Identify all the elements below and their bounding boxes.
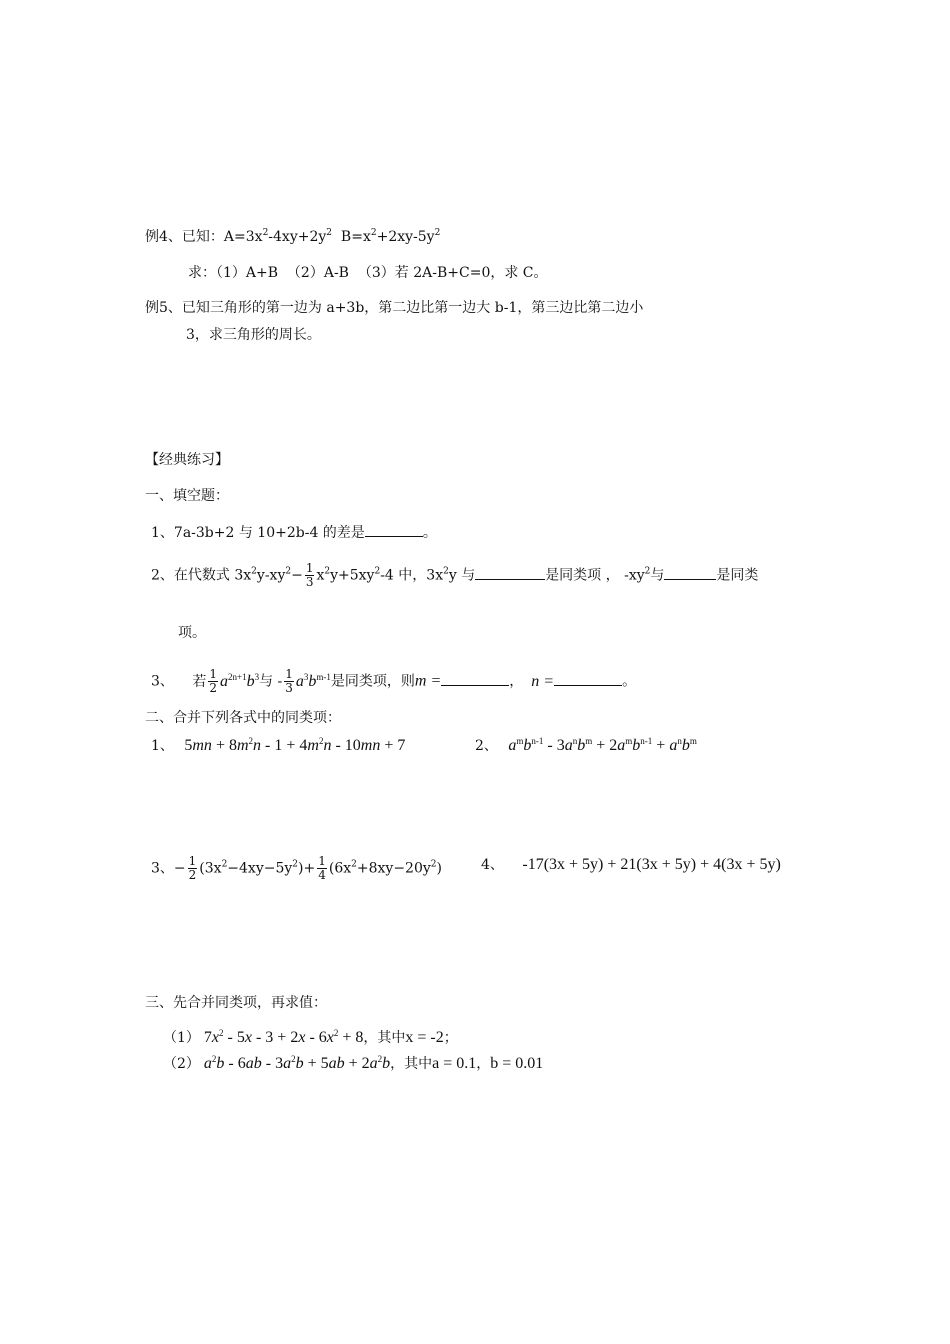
exp: 2: [333, 1028, 339, 1038]
p3-text: −4xy−5y: [227, 860, 293, 877]
exp: 2: [291, 1054, 296, 1064]
ex4-sup: 2: [326, 228, 333, 238]
frac-den: 2: [209, 681, 218, 695]
p3-text: −: [173, 860, 186, 877]
ex4-text-b: -4xy+2y: [268, 229, 327, 245]
q2-text-cont: 项。: [178, 625, 206, 641]
e1-text: ；: [443, 1030, 458, 1046]
exp: 3: [303, 671, 309, 682]
answer-blank: [554, 671, 622, 686]
q2-text: y-xy: [256, 567, 286, 584]
exp: 2: [219, 1028, 224, 1038]
p1-expression: $5mn + 8m^2n - 1 + 4m^2n - 10mn + 7$: [184, 736, 406, 754]
q2-text: -4 中，3x: [380, 567, 444, 584]
exp: n: [677, 736, 682, 746]
eval-2: [163, 1054, 543, 1074]
p2-number: 2、: [475, 738, 498, 754]
frac-num: 1: [318, 854, 326, 868]
q2-sup: 2: [644, 566, 651, 577]
exp: 2: [377, 1054, 383, 1064]
fraction-one-quarter: [317, 855, 327, 882]
practice-heading: [145, 450, 229, 470]
q2-sup: 2: [324, 566, 331, 577]
p3-text: (3x: [199, 860, 222, 877]
exp: 2: [292, 859, 299, 870]
e1-text: ，其中: [363, 1030, 406, 1046]
e1-number: （1）: [163, 1030, 200, 1046]
p3-text: (6x: [328, 860, 352, 877]
q3-text: 。: [622, 673, 637, 690]
exp: m: [585, 736, 593, 746]
answer-blank: [664, 565, 716, 580]
q2-text: 是同类: [716, 567, 759, 584]
ex5-text: 例5、已知三角形的第一边为 a+3b，第二边比第一边大 b-1，第三边比第二边小: [145, 300, 644, 316]
frac-num: 1: [285, 667, 293, 681]
p4-number: 4、: [481, 857, 504, 873]
exp: n-1: [531, 736, 544, 746]
q2-text: y 与: [448, 567, 476, 584]
frac-num: 1: [305, 561, 314, 575]
eval-1: [163, 1028, 458, 1048]
e2-condition-b: b = 0.01: [490, 1055, 544, 1072]
q3-term-2: $a^3b^{m-1}$: [295, 671, 331, 690]
e2-expression: $a^2b - 6ab - 3a^2b + 5ab + 2a^2b$: [203, 1054, 391, 1072]
problem-2-4: [481, 855, 781, 875]
ex4-sup: 2: [370, 228, 377, 238]
frac-den: 4: [318, 868, 326, 882]
example-5-line-2: [186, 325, 321, 345]
heading-text: 【经典练习】: [145, 452, 229, 468]
exp: 2: [221, 859, 228, 870]
section-1-text: 一、填空题：: [145, 488, 229, 504]
exp: 2: [351, 859, 357, 870]
ex4-question: 求：（1）A+B （2）A-B （3）若 2A-B+C=0，求 C。: [188, 265, 548, 281]
q3-n-label: n =: [531, 672, 555, 690]
e2-condition-a: a = 0.1: [432, 1055, 477, 1072]
question-2-line-2: [178, 623, 206, 643]
answer-blank: [365, 522, 423, 537]
example-4-line-2: [188, 263, 548, 283]
exp: 2: [248, 736, 254, 746]
ex5-text-cont: 3，求三角形的周长。: [186, 327, 321, 343]
q1-text: 1、7a-3b+2 与 10+2b-4 的差是: [151, 525, 365, 541]
fraction-one-half: [188, 855, 198, 882]
ex4-text-d: +2xy-5y: [376, 229, 435, 245]
q3-number: 3、: [151, 673, 174, 690]
p4-expression: -17(3x + 5y) + 21(3x + 5y) + 4(3x + 5y): [522, 856, 781, 873]
exp: m: [516, 736, 524, 746]
question-1: [151, 522, 437, 543]
frac-num: 1: [188, 854, 197, 868]
e1-expression: $7x^2 - 5x - 3 + 2x - 6x^2 + 8$: [203, 1028, 364, 1046]
e2-number: （2）: [163, 1056, 200, 1072]
e2-text: ，: [476, 1056, 491, 1072]
q3-text: 若: [192, 673, 207, 690]
p3-text: ): [436, 860, 442, 877]
section-2-title: [145, 708, 341, 728]
q2-text: −: [291, 567, 303, 584]
e1-condition: x = -2: [405, 1029, 444, 1046]
frac-den: 3: [285, 681, 293, 695]
q1-end: 。: [422, 525, 437, 541]
exp: m: [625, 736, 633, 746]
q2-sup: 2: [285, 566, 292, 577]
exp: 2: [211, 1054, 217, 1064]
question-3: [151, 668, 636, 695]
q2-text: 2、在代数式 3x: [151, 567, 252, 584]
p3-text: +8xy−20y: [356, 860, 431, 877]
exp: m: [689, 736, 697, 746]
problem-2-1: [151, 736, 405, 756]
exp: n-1: [640, 736, 653, 746]
exp: 2: [318, 736, 324, 746]
answer-blank: [441, 671, 509, 686]
frac-den: 2: [188, 868, 197, 882]
p3-number: 3、: [151, 860, 174, 877]
section-1-title: [145, 486, 229, 506]
p1-number: 1、: [151, 738, 174, 754]
ex4-text-c: B=x: [332, 229, 371, 245]
q2-text: x: [316, 567, 325, 584]
section-2-text: 二、合并下列各式中的同类项：: [145, 710, 341, 726]
q2-text: 与: [650, 567, 665, 584]
ex4-sup: 2: [434, 228, 441, 238]
q3-text: 是同类项，则: [330, 673, 415, 690]
q2-sup: 2: [251, 566, 257, 577]
problem-2-3: [151, 855, 442, 882]
fraction-one-half: [208, 668, 218, 695]
q3-text: 与 -: [259, 673, 283, 690]
example-4-line-1: [145, 227, 440, 247]
p3-text: )+: [298, 860, 316, 877]
fraction-one-third: [305, 562, 315, 589]
q2-sup: 2: [374, 566, 381, 577]
q3-m-label: m =: [414, 672, 442, 690]
exp: 3: [254, 671, 260, 682]
q3-term-1: $a^{2n+1}b^3$: [220, 671, 260, 690]
frac-den: 3: [305, 575, 314, 589]
ex4-text-a: 例4、已知：A=3x: [145, 229, 263, 245]
example-5-line-1: [145, 298, 643, 318]
q2-text: 是同类项 ， -xy: [545, 567, 645, 584]
exp: 2: [430, 859, 437, 870]
question-2: [151, 562, 758, 589]
section-3-title: [145, 993, 327, 1013]
q2-text: y+5xy: [330, 567, 375, 584]
exp: 2n+1: [228, 671, 247, 682]
q2-sup: 2: [443, 566, 449, 577]
frac-num: 1: [209, 667, 218, 681]
fraction-one-third: [284, 668, 294, 695]
exp: n: [572, 736, 578, 746]
ex4-sup: 2: [262, 228, 269, 238]
e2-text: ，其中: [390, 1056, 433, 1072]
exp: m-1: [316, 671, 331, 682]
p2-expression: $a^mb^{n-1} - 3a^nb^m + 2a^mb^{n-1} + a^nb^m$: [508, 736, 697, 754]
q3-text: ，: [509, 673, 524, 690]
problem-2-2: [475, 736, 697, 756]
section-3-text: 三、先合并同类项，再求值：: [145, 995, 327, 1011]
answer-blank: [475, 565, 545, 580]
